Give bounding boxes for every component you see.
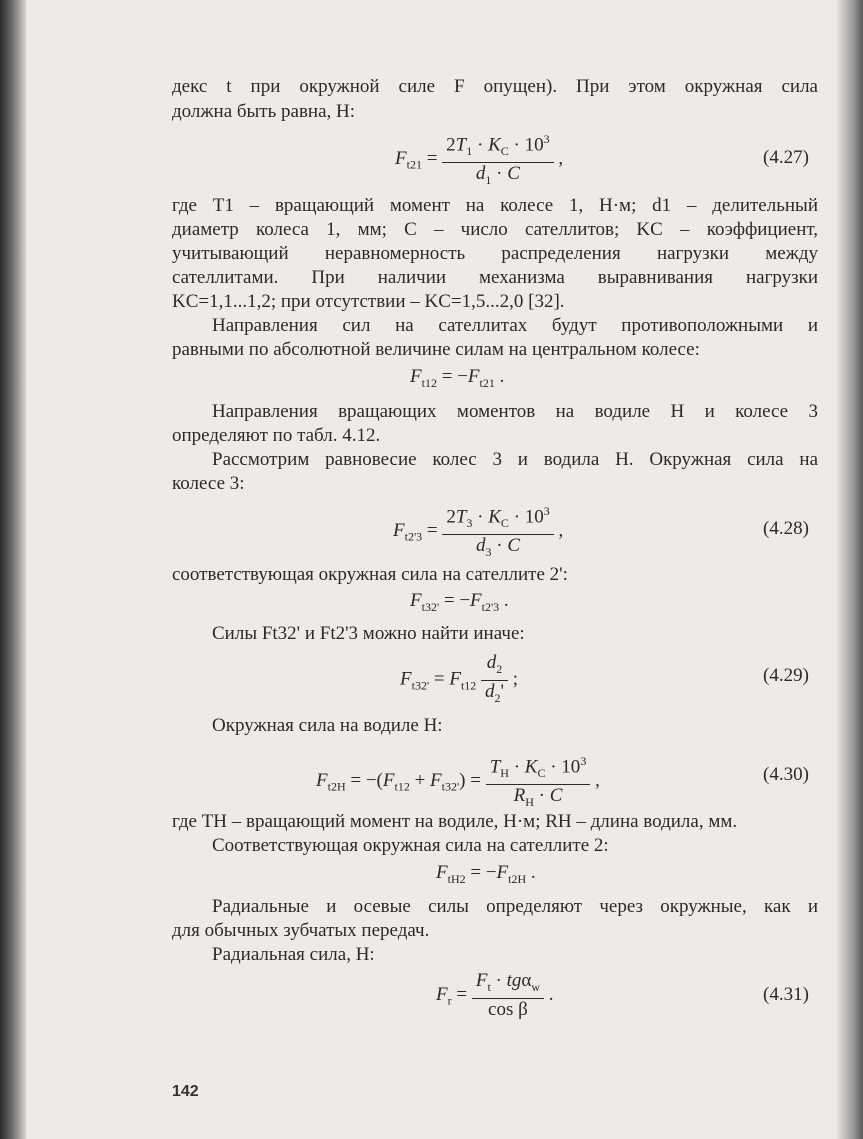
equation-unnumbered: $F_{t12} = -F_{t21}$ . bbox=[410, 366, 505, 390]
text-line: где TH – вращающий момент на водиле, Н·м; RH – длина водила, мм. bbox=[172, 811, 738, 832]
equation-4-28: $F_{t2'3}$ = $\frac{2T_3 \cdot K_C \cdot 10^3}{d_3 \cdot C}$ , bbox=[393, 500, 563, 563]
equation-number: (4.31) bbox=[763, 984, 809, 1005]
text-line: учитывающий неравномерность распределения нагрузки между bbox=[172, 243, 818, 264]
equation-4-27: $F_{t21}$ = $\frac{2T_1 \cdot K_C \cdot 10^3}{d_1 \cdot C}$ , bbox=[395, 128, 563, 191]
equation-number: (4.27) bbox=[763, 147, 809, 168]
text-line: Силы Ft32' и Ft2'3 можно найти иначе: bbox=[212, 623, 525, 644]
scan-shadow-left bbox=[0, 0, 26, 1139]
text-line: Рассмотрим равновесие колес 3 и водила H. Окружная сила на bbox=[212, 449, 818, 470]
equation-4-31: $F_r$ = $\frac{F_t \cdot tg\alpha_w}{\text{cos β}}$ . bbox=[436, 970, 554, 1020]
equation-number: (4.28) bbox=[763, 518, 809, 539]
text-line: Соответствующая окружная сила на сателлите 2: bbox=[212, 835, 609, 856]
equation-4-30: $F_{t2H} = -(F_{t12} + F_{t32'})$ = $\frac{T_H \cdot K_C \cdot 10^3}{R_H \cdot C}$ , bbox=[316, 750, 600, 813]
scan-shadow-right bbox=[837, 0, 863, 1139]
text-line: Направления вращающих моментов на водиле H и колесе 3 bbox=[212, 401, 818, 422]
text-line: сателлитами. При наличии механизма выравнивания нагрузки bbox=[172, 267, 818, 288]
text-line: Радиальные и осевые силы определяют через окружные, как и bbox=[212, 896, 818, 917]
equation-number: (4.30) bbox=[763, 764, 809, 785]
text-line: KC=1,1...1,2; при отсутствии – KC=1,5...2,0 [32]. bbox=[172, 291, 565, 312]
text-line: равными по абсолютной величине силам на центральном колесе: bbox=[172, 339, 700, 360]
text-line: Направления сил на сателлитах будут противоположными и bbox=[212, 315, 818, 336]
text-line: колесе 3: bbox=[172, 473, 245, 494]
equation-unnumbered: $F_{tH2} = -F_{t2H}$ . bbox=[436, 862, 536, 886]
page-number: 142 bbox=[172, 1083, 199, 1100]
text-line: где T1 – вращающий момент на колесе 1, Н·м; d1 – делительный bbox=[172, 195, 818, 216]
text-line: диаметр колеса 1, мм; C – число сателлитов; KC – коэффициент, bbox=[172, 219, 818, 240]
text-line: определяют по табл. 4.12. bbox=[172, 425, 381, 446]
equation-number: (4.29) bbox=[763, 665, 809, 686]
equation-4-29: $F_{t32'} = F_{t12}$ $\frac{d_2}{d_2'}$ ; bbox=[400, 652, 518, 705]
text-line: декс t при окружной силе F опущен). При этом окружная сила bbox=[172, 76, 818, 97]
equation-unnumbered: $F_{t32'} = -F_{t2'3}$ . bbox=[410, 590, 509, 614]
text-line: Радиальная сила, Н: bbox=[212, 944, 375, 965]
text-line: для обычных зубчатых передач. bbox=[172, 920, 430, 941]
text-line: соответствующая окружная сила на сателлите 2': bbox=[172, 564, 568, 585]
text-line: должна быть равна, Н: bbox=[172, 101, 356, 122]
book-page bbox=[26, 0, 837, 1139]
text-line: Окружная сила на водиле H: bbox=[212, 715, 443, 736]
